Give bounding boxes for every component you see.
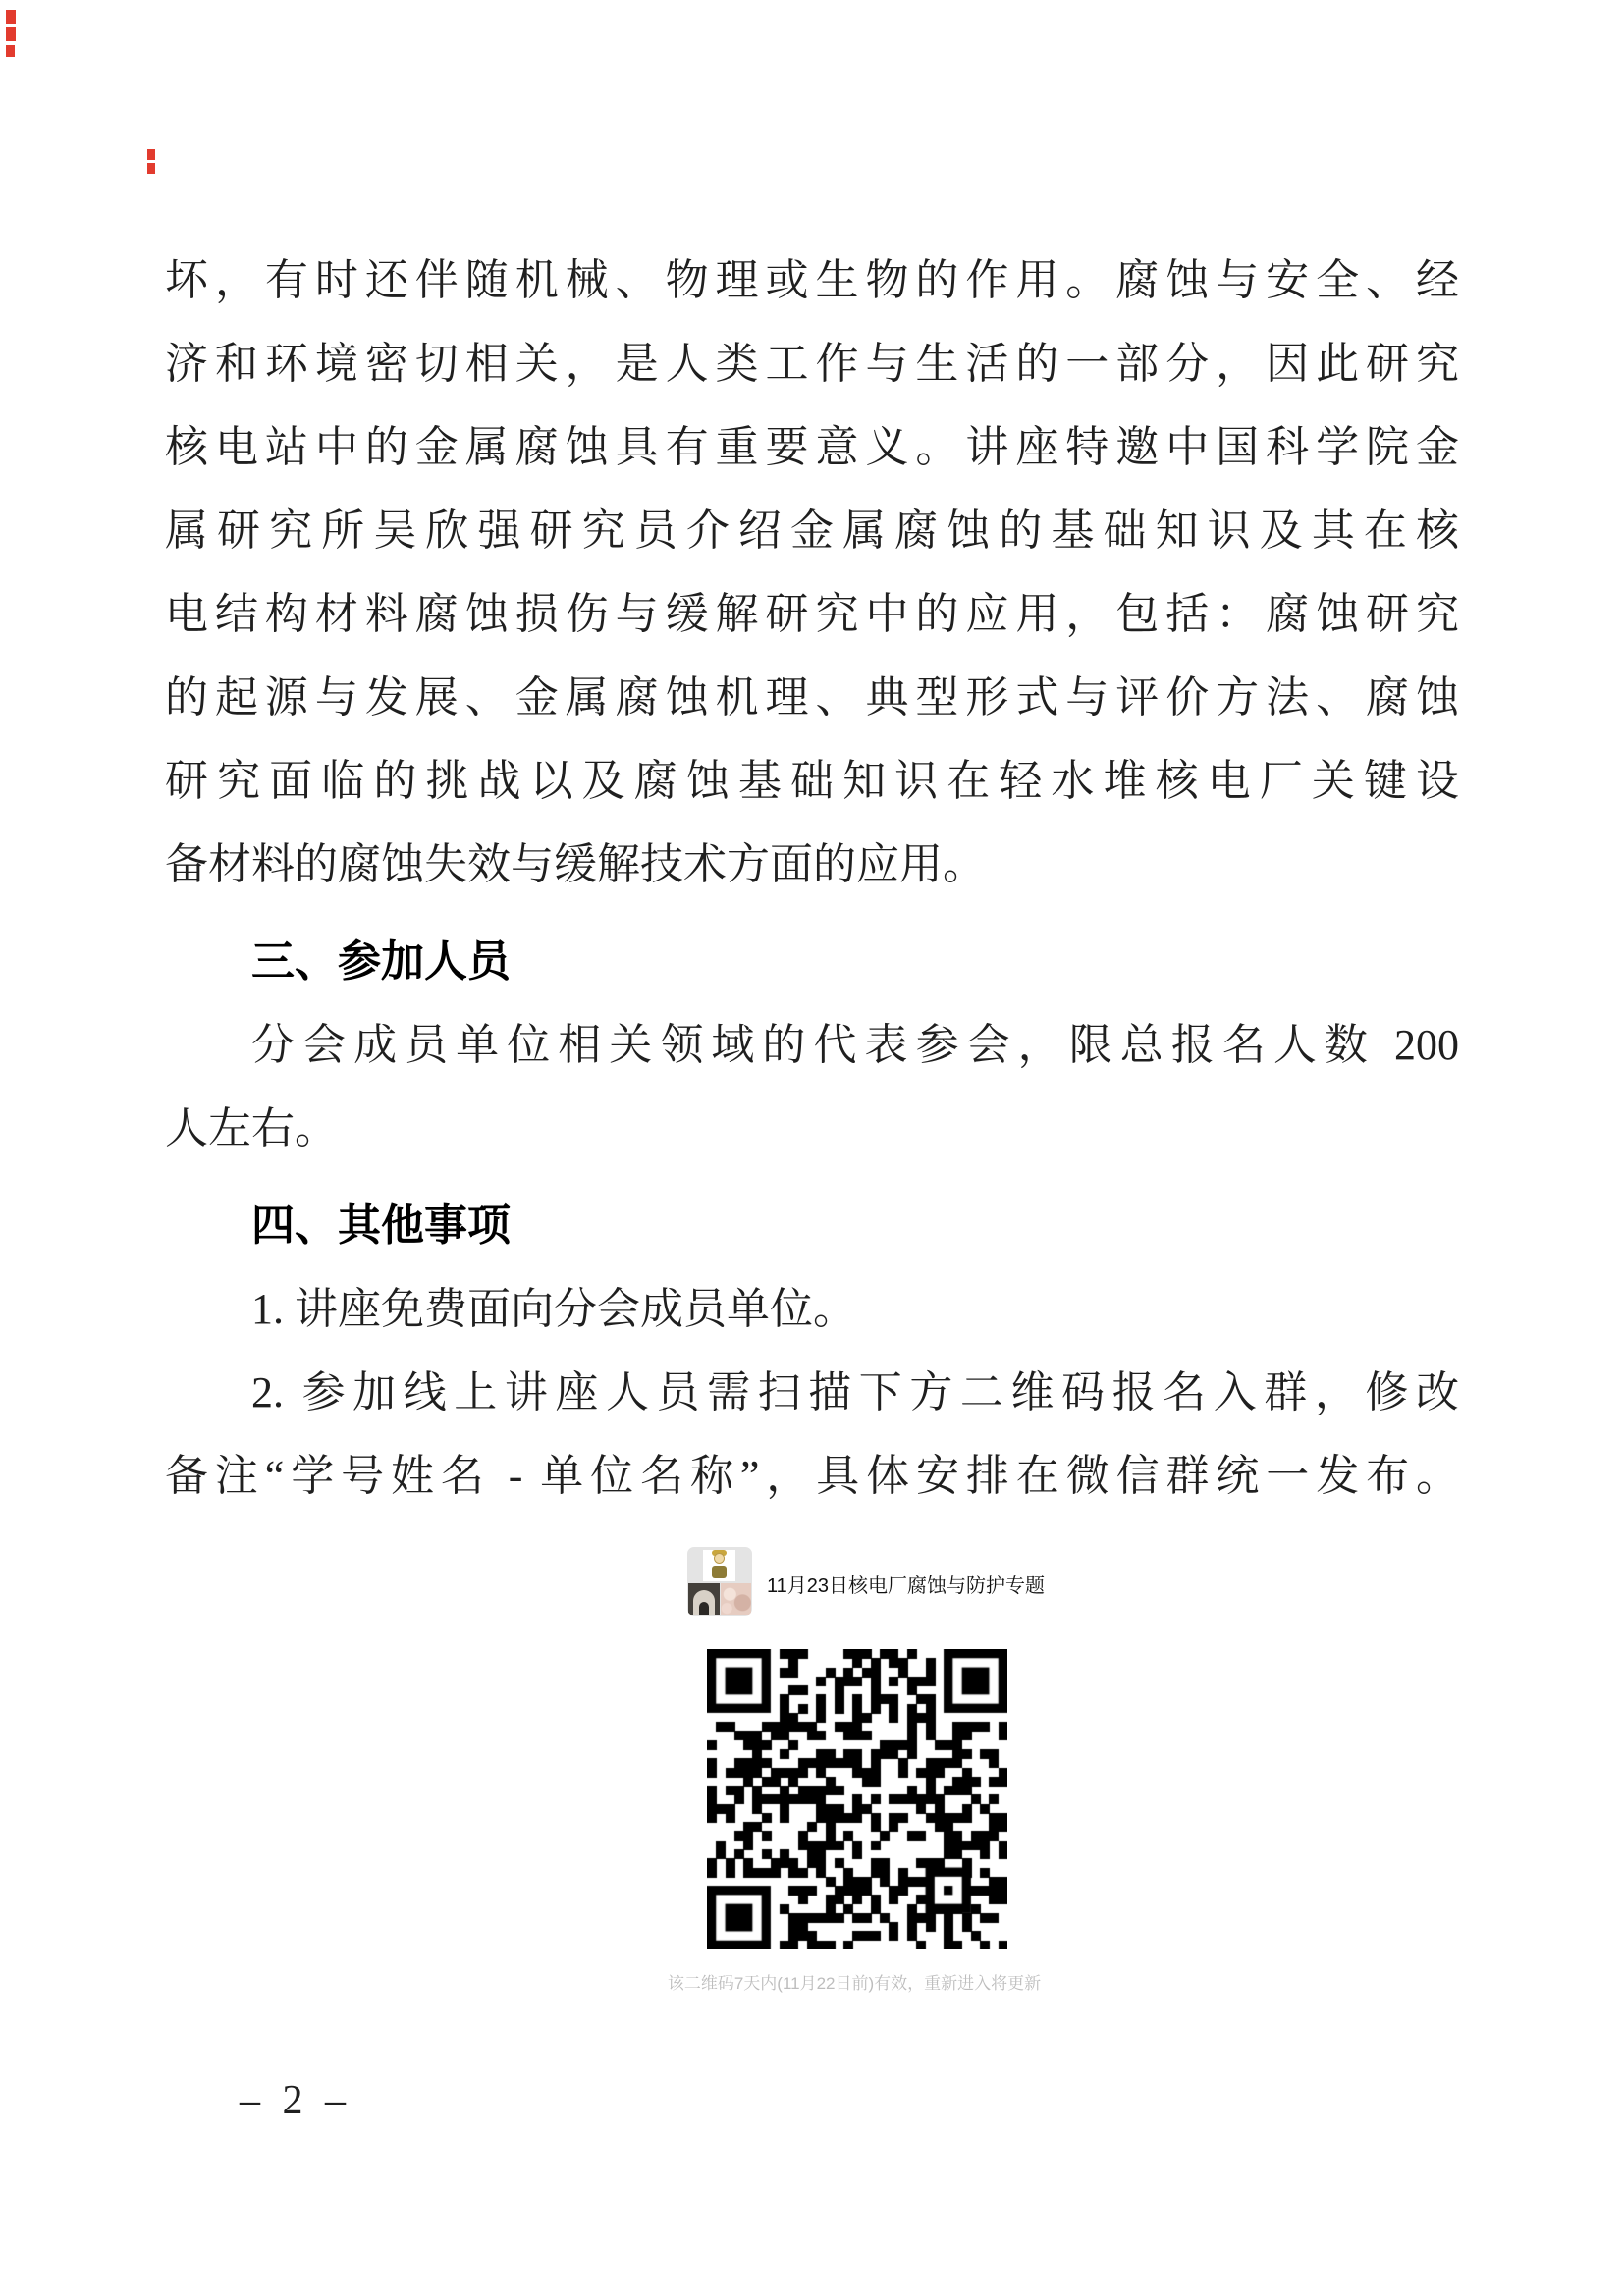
section-heading-other-items: 四、其他事项	[251, 1201, 511, 1250]
paragraph-line: 济和环境密切相关，是人类工作与生活的一部分，因此研究	[165, 340, 1459, 388]
paragraph-line: 坏，有时还伴随机械、物理或生物的作用。腐蚀与安全、经	[165, 256, 1459, 304]
avatar-photo-pink	[721, 1583, 751, 1615]
wechat-group-name: 11月23日核电厂腐蚀与防护专题	[767, 1575, 1046, 1597]
scan-artifact	[6, 45, 15, 57]
paragraph-line: 核电站中的金属腐蚀具有重要意义。讲座特邀中国科学院金	[165, 423, 1459, 471]
wechat-group-avatar	[687, 1547, 752, 1616]
paragraph-line: 备材料的腐蚀失效与缓解技术方面的应用。	[165, 840, 986, 888]
cartoon-head	[714, 1553, 725, 1564]
list-item: 1. 讲座免费面向分会成员单位。	[251, 1285, 856, 1333]
scan-artifact	[6, 10, 16, 24]
scan-artifact	[6, 27, 16, 41]
paragraph-line: 人左右。	[165, 1104, 338, 1152]
paragraph-line: 分会成员单位相关领域的代表参会，限总报名人数 200	[251, 1021, 1459, 1069]
paragraph-line: 备注“学号姓名 - 单位名称”，具体安排在微信群统一发布。	[165, 1452, 1459, 1500]
list-item: 2. 参加线上讲座人员需扫描下方二维码报名入群，修改	[251, 1368, 1459, 1416]
cartoon-body	[712, 1566, 727, 1578]
body-text	[165, 239, 1459, 1518]
paragraph-line: 研究面临的挑战以及腐蚀基础知识在轻水堆核电厂关键设	[165, 757, 1459, 805]
page-number: – 2 –	[240, 2078, 352, 2123]
scan-artifact	[147, 149, 155, 160]
paragraph-line: 属研究所吴欣强研究员介绍金属腐蚀的基础知识及其在核	[165, 507, 1459, 555]
qr-validity-caption: 该二维码7天内(11月22日前)有效，重新进入将更新	[667, 1974, 1042, 1993]
avatar-photo-cartoon	[703, 1550, 735, 1581]
arch-shape	[693, 1590, 715, 1615]
qr-code	[707, 1649, 1007, 1949]
arch-door	[699, 1602, 709, 1615]
paragraph-line: 的起源与发展、金属腐蚀机理、典型形式与评价方法、腐蚀	[165, 673, 1459, 721]
scan-artifact	[147, 163, 155, 174]
avatar-photo-arch	[688, 1583, 720, 1615]
section-heading-participants: 三、参加人员	[251, 937, 511, 986]
paragraph-line: 电结构材料腐蚀损伤与缓解研究中的应用，包括：腐蚀研究	[165, 590, 1459, 638]
